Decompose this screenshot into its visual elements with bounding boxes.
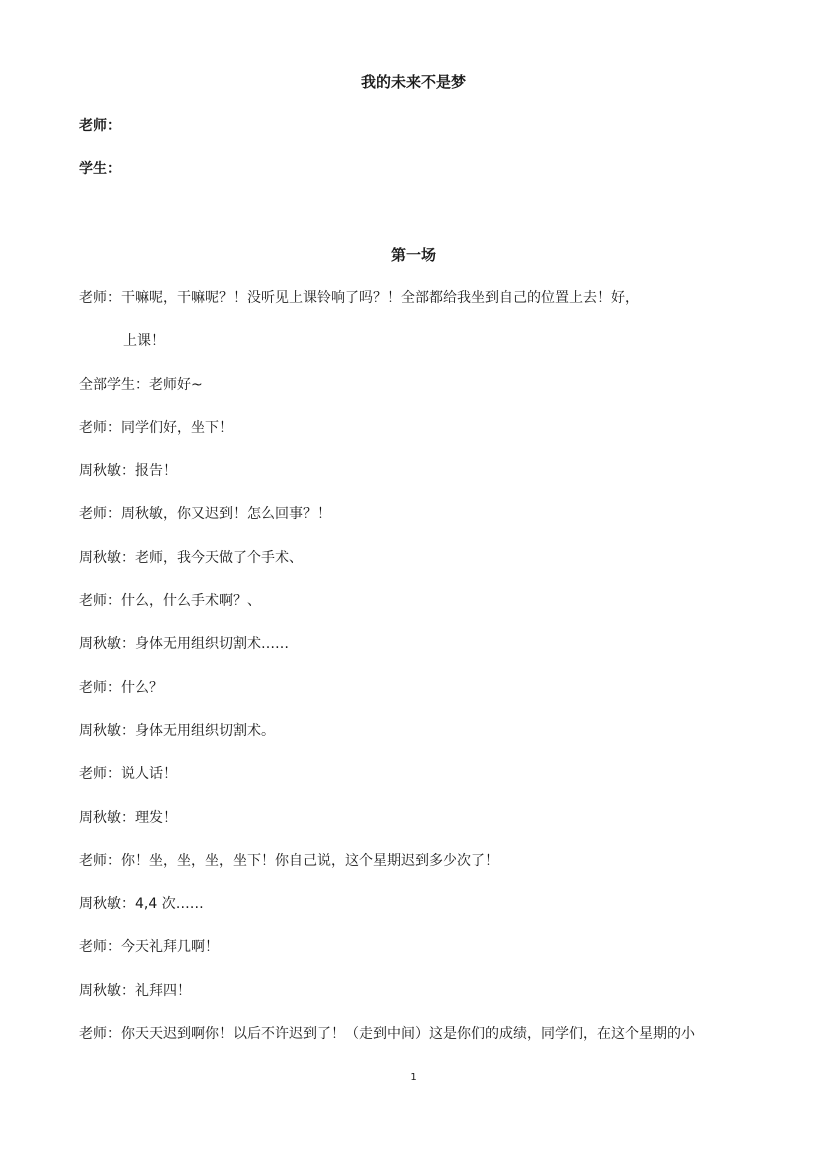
dialogue-line: 周秋敏：老师，我今天做了个手术、 xyxy=(79,549,303,566)
dialogue-line: 老师：干嘛呢，干嘛呢？！没听见上课铃响了吗？！全部都给我坐到自己的位置上去！好， xyxy=(79,290,639,306)
document-title: 我的未来不是梦 xyxy=(360,73,466,91)
role-teacher-label: 老师： xyxy=(79,118,121,134)
dialogue-line: 周秋敏：理发！ xyxy=(79,809,177,826)
dialogue-line: 上课！ xyxy=(123,333,165,350)
dialogue-line: 周秋敏：礼拜四！ xyxy=(79,982,191,999)
dialogue-line: 老师：同学们好，坐下！ xyxy=(79,419,233,436)
dialogue-list xyxy=(79,288,759,1067)
dialogue-line: 周秋敏：报告！ xyxy=(79,463,177,480)
dialogue-line: 周秋敏：身体无用组织切割术…… xyxy=(79,636,289,653)
dialogue-line: 老师：周秋敏，你又迟到！怎么回事？！ xyxy=(79,506,331,523)
dialogue-line: 全部学生：老师好~ xyxy=(79,376,203,393)
dialogue-line: 周秋敏：4,4 次…… xyxy=(79,896,204,913)
dialogue-line: 老师：什么，什么手术啊？、 xyxy=(79,593,261,610)
dialogue-line: 老师：你天天迟到啊你！以后不许迟到了！（走到中间）这是你们的成绩，同学们，在这个星期的小 xyxy=(79,1026,695,1043)
dialogue-line: 周秋敏：身体无用组织切割术。 xyxy=(79,722,275,739)
dialogue-line: 老师：你！坐，坐，坐，坐下！你自己说，这个星期迟到多少次了！ xyxy=(79,852,499,869)
dialogue-line: 老师：说人话！ xyxy=(79,766,177,783)
role-student-label: 学生： xyxy=(79,161,121,177)
scene-heading: 第一场 xyxy=(390,246,436,264)
page-number: 1 xyxy=(410,1072,417,1083)
dialogue-line: 老师：今天礼拜几啊！ xyxy=(79,939,219,956)
dialogue-line: 老师：什么？ xyxy=(79,679,163,696)
